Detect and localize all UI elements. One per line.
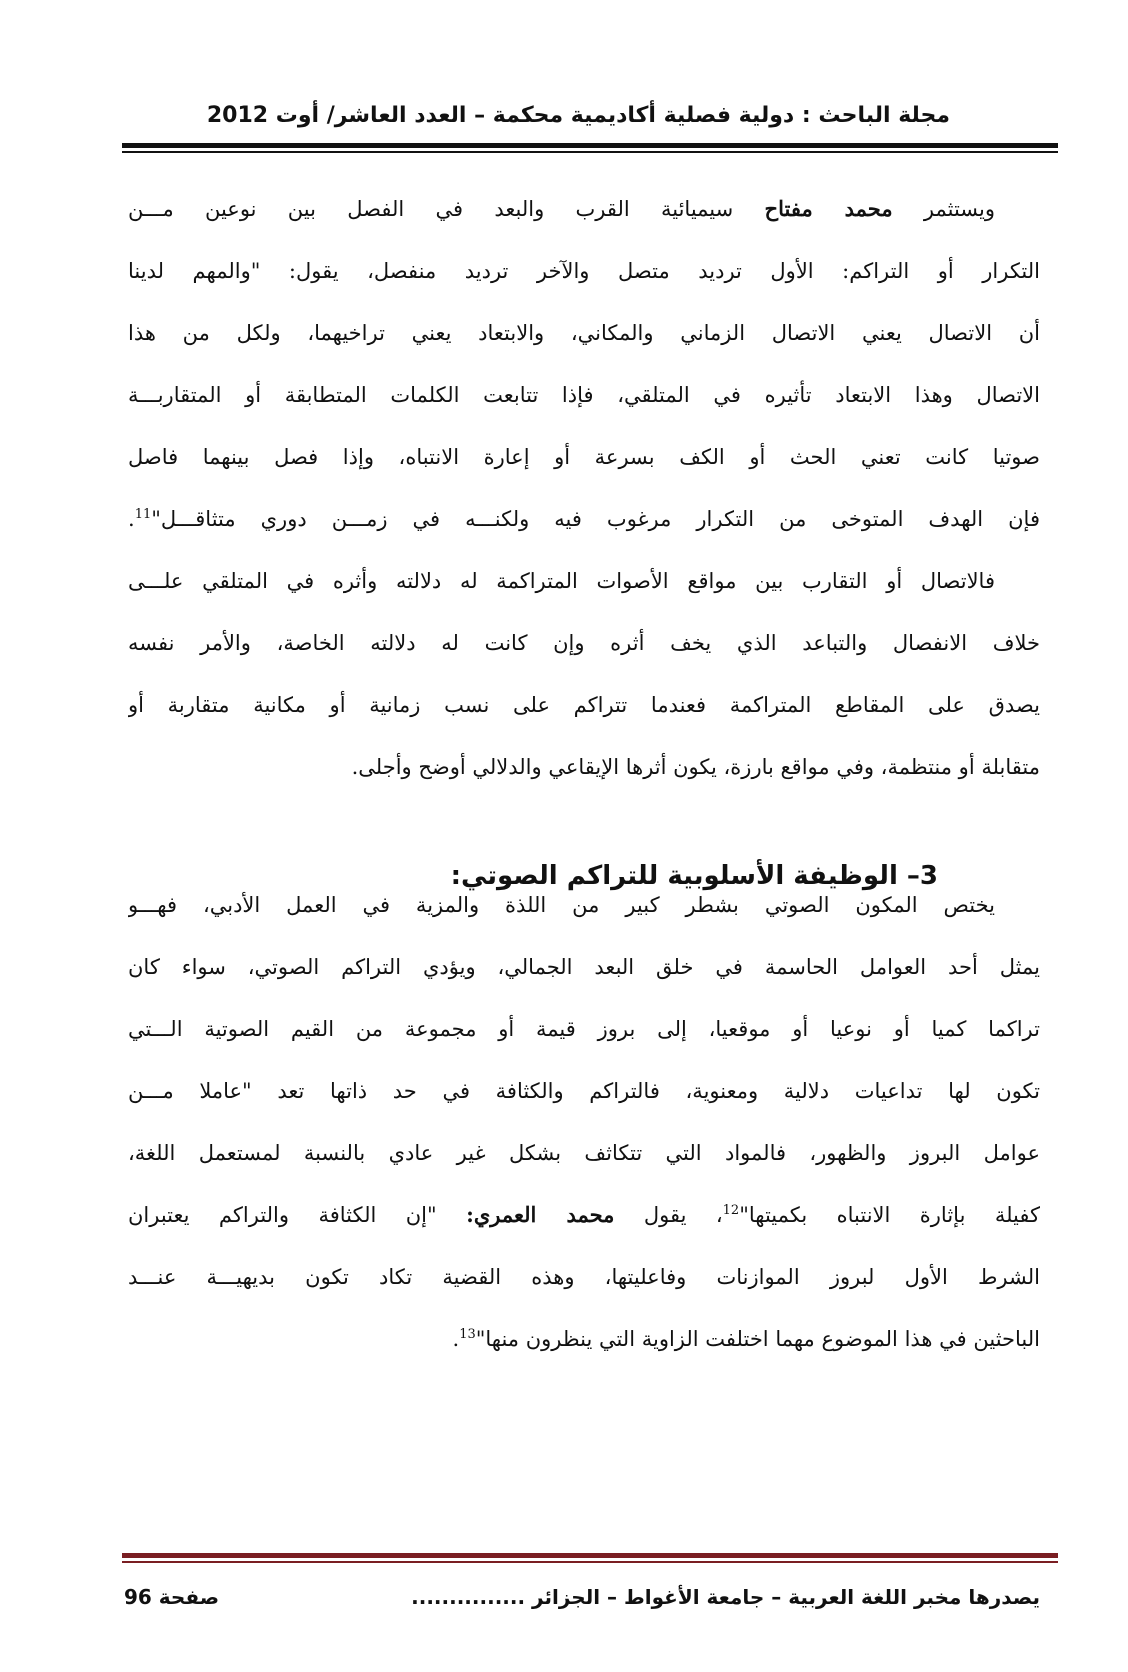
text-line: أن الاتصال يعني الاتصال الزماني والمكاني، والابتعاد يعني تراخيهما، ولكل من هذا: [128, 321, 1040, 345]
text-span: .: [452, 1327, 460, 1351]
footnote-ref-11: 11: [134, 507, 152, 522]
text-line: [128, 1184, 1040, 1246]
text-span: فإن الهدف المتوخى من التكرار مرغوب فيه ولكنـــه في زمـــن دوري متثاقـــل": [151, 507, 1040, 531]
paragraph-section-1: [128, 178, 1040, 798]
text-line: الاتصال وهذا الابتعاد تأثيره في المتلقي، فإذا تتابعت الكلمات المتطابقة أو المتقاربـــة: [128, 383, 1040, 407]
header-rule-thin: [122, 151, 1058, 153]
text-line: الشرط الأول لبروز الموازنات وفاعليتها، وهذه القضية تكاد تكون بديهيـــة عنـــد: [128, 1265, 1040, 1289]
text-line: يختص المكون الصوتي بشطر كبير من اللذة والمزية في العمل الأدبي، فهـــو: [128, 893, 995, 917]
header-rule-thick: [122, 143, 1058, 148]
footnote-ref-12: 12: [722, 1203, 740, 1218]
text-span: ويستثمر: [892, 197, 995, 221]
footer-publisher: يصدرها مخبر اللغة العربية – جامعة الأغواط – الجزائر ...............: [411, 1585, 1040, 1609]
text-line: [128, 488, 1040, 550]
text-line: يصدق على المقاطع المتراكمة فعندما تتراكم على نسب زمانية أو مكانية متقاربة أو: [128, 693, 1040, 717]
footer-rule-thin: [122, 1561, 1058, 1563]
text-line: فالاتصال أو التقارب بين مواقع الأصوات المتراكمة له دلالته وأثره في المتلقي علـــى: [128, 569, 995, 593]
paragraph-section-2: [128, 874, 1040, 1370]
journal-header-title: مجلة الباحث : دولية فصلية أكاديمية محكمة – العدد العاشر/ أوت 2012: [206, 103, 950, 128]
footnote-ref-13: 13: [459, 1327, 476, 1342]
text-line: [128, 1308, 1040, 1370]
author-name-muftah: محمد مفتاح: [764, 196, 893, 221]
page-number: صفحة 96: [124, 1585, 220, 1609]
section-heading: 3– الوظيفة الأسلوبية للتراكم الصوتي:: [450, 861, 938, 891]
text-line: متقابلة أو منتظمة، وفي مواقع بارزة، يكون أثرها الإيقاعي والدلالي أوضح وأجلى.: [351, 755, 1040, 779]
text-line: صوتيا كانت تعني الحث أو الكف بسرعة أو إعارة الانتباه، وإذا فصل بينهما فاصل: [128, 445, 1040, 469]
text-line: يمثل أحد العوامل الحاسمة في خلق البعد الجمالي، ويؤدي التراكم الصوتي، سواء كان: [128, 955, 1040, 979]
text-line: [128, 178, 1040, 240]
text-span: كفيلة بإثارة الانتباه بكميتها": [739, 1203, 1040, 1227]
text-line: خلاف الانفصال والتباعد الذي يخف أثره وإن كانت له دلالته الخاصة، والأمر نفسه: [128, 631, 1040, 655]
text-span: سيميائية القرب والبعد في الفصل بين نوعين مـــن: [128, 197, 765, 221]
text-line: عوامل البروز والظهور، فالمواد التي تتكاثف بشكل غير عادي بالنسبة لمستعمل اللغة،: [128, 1141, 1040, 1165]
footer-rule-thick: [122, 1553, 1058, 1558]
text-span: الباحثين في هذا الموضوع مهما اختلفت الزاوية التي ينظرون منها": [475, 1327, 1040, 1351]
text-line: تراكما كميا أو نوعيا أو موقعيا، إلى بروز قيمة أو مجموعة من القيم الصوتية الـــتي: [128, 1017, 1040, 1041]
text-line: تكون لها تداعيات دلالية ومعنوية، فالتراكم والكثافة في حد ذاتها تعد "عاملا مـــن: [128, 1079, 1040, 1103]
text-line: التكرار أو التراكم: الأول ترديد متصل والآخر ترديد منفصل، يقول: "والمهم لدينا: [128, 259, 1040, 283]
author-name-omari: محمد العمري:: [466, 1202, 615, 1227]
text-span: "إن الكثافة والتراكم يعتبران: [128, 1203, 467, 1227]
text-span: ، يقول: [614, 1203, 723, 1227]
text-span: .: [128, 507, 135, 531]
